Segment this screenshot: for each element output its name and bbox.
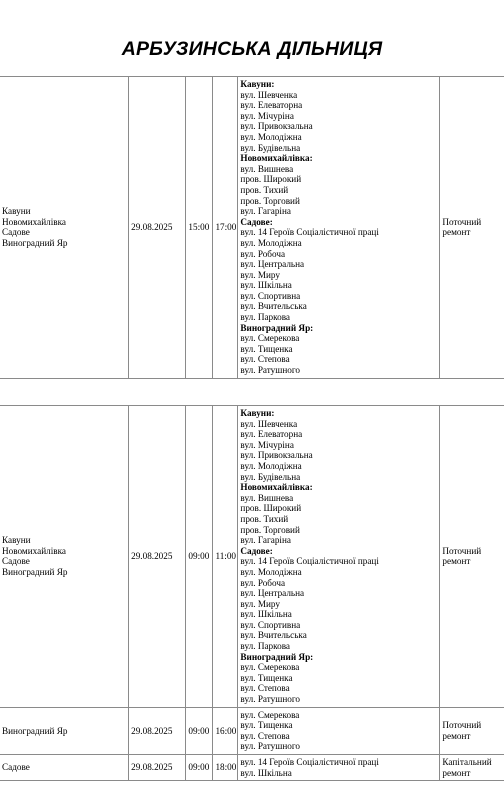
street-name: вул. Привокзальна (240, 450, 313, 461)
page-title: АРБУЗИНСЬКА ДІЛЬНИЦЯ (121, 38, 383, 60)
settlement-heading: Виноградний Яр: (240, 651, 314, 662)
street-name: вул. Елеваторна (240, 429, 303, 440)
street-name: пров. Широкий (240, 503, 302, 514)
time-to-cell: 17:00 (213, 77, 238, 379)
street-name: вул. Степова (240, 683, 290, 694)
street-name: вул. Робоча (240, 577, 286, 588)
street-name: вул. Вчительська (240, 630, 307, 641)
location-name: Садове (2, 556, 30, 567)
location-name: Новомихайлівка (2, 545, 66, 556)
location-name: Кавуни (2, 535, 31, 546)
street-name: вул. Миру (240, 598, 280, 609)
street-name: вул. Гагаріна (240, 535, 291, 546)
street-name: вул. Смерекова (240, 333, 300, 344)
street-name: вул. Шкільна (240, 280, 292, 291)
street-name: вул. 14 Героїв Соціалістичної праці (240, 227, 379, 238)
locations-cell (0, 755, 129, 781)
street-name: вул. Мічуріна (240, 110, 294, 121)
street-name: пров. Тихий (240, 513, 289, 524)
street-name: вул. Елеваторна (240, 100, 303, 111)
location-name: Виноградний Яр (2, 237, 68, 248)
table-row (0, 406, 504, 708)
location-name: Виноградний Яр (2, 566, 68, 577)
street-name: вул. 14 Героїв Соціалістичної праці (240, 556, 379, 567)
settlement-heading: Новомихайлівка: (240, 153, 313, 164)
street-name: вул. Гагаріна (240, 206, 291, 217)
settlement-heading: Кавуни: (240, 79, 275, 89)
street-name: вул. Ратушного (240, 365, 300, 376)
table-row (0, 77, 504, 379)
location-name: Кавуни (2, 206, 31, 217)
locations-cell (0, 707, 129, 754)
street-name: вул. Молодіжна (240, 566, 302, 577)
settlement-heading: Новомихайлівка: (240, 482, 313, 493)
street-name: вул. Молодіжна (240, 237, 302, 248)
work-type-cell (440, 755, 504, 781)
time-to-cell: 11:00 (213, 406, 238, 708)
street-name: вул. Вишнева (240, 163, 294, 174)
time-to-cell: 16:00 (213, 707, 238, 754)
date-cell: 29.08.2025 (129, 707, 186, 754)
table-row (0, 755, 504, 781)
street-name: вул. Смерекова (240, 662, 300, 673)
street-name: вул. Шкільна (240, 609, 292, 620)
settlement-heading: Виноградний Яр: (240, 322, 314, 333)
street-name: вул. Степова (240, 730, 290, 741)
street-name: вул. 14 Героїв Соціалістичної праці (240, 757, 379, 767)
time-from-cell: 09:00 (186, 707, 213, 754)
work-type-cell (440, 707, 504, 754)
work-type-line: Капітальний (442, 757, 492, 767)
street-name: вул. Паркова (240, 641, 291, 652)
street-name: вул. Тищенка (240, 343, 293, 354)
streets-cell (238, 406, 440, 708)
street-name: вул. Шевченка (240, 89, 298, 100)
time-to-cell: 18:00 (213, 755, 238, 781)
street-name: вул. Центральна (240, 588, 305, 599)
work-type-line: ремонт (442, 227, 471, 238)
street-name: вул. Шевченка (240, 418, 298, 429)
time-from-cell: 09:00 (186, 406, 213, 708)
work-type-line: Поточний (442, 720, 482, 731)
locations-cell (0, 406, 129, 708)
locations-cell (0, 77, 129, 379)
time-from-cell: 15:00 (186, 77, 213, 379)
street-name: пров. Широкий (240, 174, 302, 185)
street-name: вул. Молодіжна (240, 131, 302, 142)
street-name: вул. Паркова (240, 312, 291, 323)
date-cell: 29.08.2025 (129, 755, 186, 781)
table-row (0, 707, 504, 754)
street-name: вул. Центральна (240, 259, 305, 270)
work-type-line: ремонт (442, 730, 471, 741)
street-name: вул. Молодіжна (240, 460, 302, 471)
street-name: пров. Торговий (240, 195, 300, 206)
street-name: вул. Робоча (240, 248, 286, 259)
work-type-line: ремонт (442, 767, 471, 778)
work-type-cell (440, 406, 504, 708)
streets-cell (238, 755, 440, 781)
street-name: вул. Вчительська (240, 301, 307, 312)
street-name: вул. Тищенка (240, 672, 293, 683)
street-name: пров. Тихий (240, 184, 289, 195)
location-name: Виноградний Яр (2, 725, 68, 736)
street-name: вул. Спортивна (240, 619, 301, 630)
street-name: вул. Степова (240, 354, 290, 365)
schedule-table-2 (0, 405, 504, 781)
street-name: вул. Будівельна (240, 142, 301, 153)
location-name: Новомихайлівка (2, 216, 66, 227)
street-name: вул. Привокзальна (240, 121, 313, 132)
street-name: пров. Торговий (240, 524, 300, 535)
streets-cell (238, 707, 440, 754)
location-name: Садове (2, 227, 30, 238)
time-from-cell: 09:00 (186, 755, 213, 781)
work-type-cell (440, 77, 504, 379)
street-name: вул. Мічуріна (240, 439, 294, 450)
street-name: вул. Ратушного (240, 741, 300, 752)
settlement-heading: Садове: (240, 545, 273, 556)
street-name: вул. Смерекова (240, 709, 300, 720)
work-type-line: ремонт (442, 556, 471, 567)
street-name: вул. Вишнева (240, 492, 294, 503)
street-name: вул. Шкільна (240, 767, 292, 778)
date-cell: 29.08.2025 (129, 77, 186, 379)
street-name: вул. Ратушного (240, 694, 300, 705)
work-type-line: Поточний (442, 545, 482, 556)
settlement-heading: Кавуни: (240, 408, 275, 418)
work-type-line: Поточний (442, 216, 482, 227)
schedule-table-1 (0, 76, 504, 379)
street-name: вул. Будівельна (240, 471, 301, 482)
streets-cell (238, 77, 440, 379)
settlement-heading: Садове: (240, 216, 273, 227)
street-name: вул. Тищенка (240, 720, 293, 731)
street-name: вул. Спортивна (240, 290, 301, 301)
street-name: вул. Миру (240, 269, 280, 280)
date-cell: 29.08.2025 (129, 406, 186, 708)
location-name: Садове (2, 762, 30, 773)
